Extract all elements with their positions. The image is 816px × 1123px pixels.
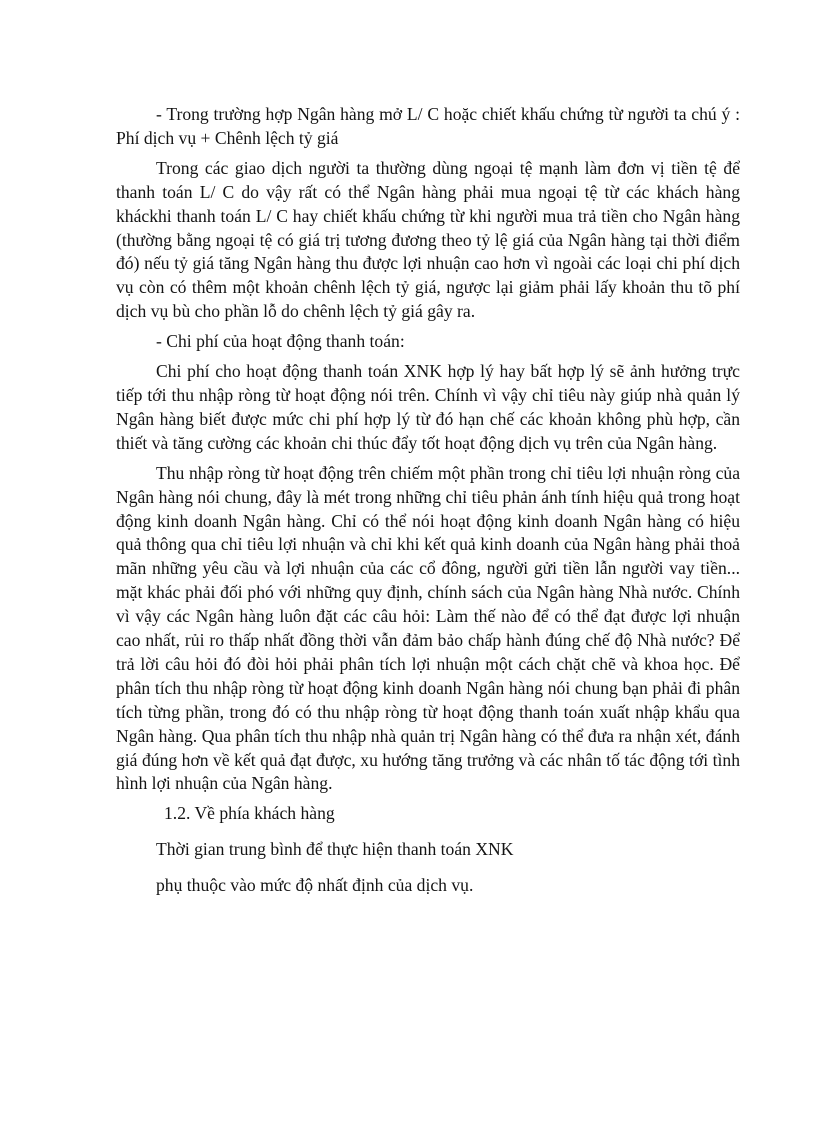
paragraph-payment-cost-heading: - Chi phí của hoạt động thanh toán: xyxy=(156,331,405,352)
body-text xyxy=(116,103,740,898)
paragraph-foreign-currency: Trong các giao dịch người ta thường dùng ngoại tệ mạnh làm đơn vị tiền tệ để thanh toán L/ C do vậy rất có thể Ngân hàng phải mua ngoại tệ từ các khách hàng kháckhi thanh toán L/ C hay chiết khấu chứng từ khi người mua trả tiền cho Ngân hàng (thường bằng ngoại tệ có giá trị tương đương theo tỷ lệ giá của Ngân hàng tại thời điểm đó) nếu tỷ giá tăng Ngân hàng thu được lợi nhuận cao hơn vì ngoài các loại chi phí dịch vụ còn có thêm một khoản chênh lệch tỷ giá, ngược lại giảm phải lấy khoản thu tõ phí dịch vụ bù cho phần lỗ do chênh lệch tỷ giá gây ra. xyxy=(116,157,740,322)
closing-line-1: Thời gian trung bình để thực hiện thanh toán XNK xyxy=(156,839,514,860)
section-heading: 1.2. Về phía khách hàng xyxy=(164,803,335,824)
closing-line-2: phụ thuộc vào mức độ nhất định của dịch vụ. xyxy=(156,875,474,896)
paragraph-net-income: Thu nhập ròng từ hoạt động trên chiếm một phần trong chỉ tiêu lợi nhuận ròng của Ngân hàng nói chung, đây là mét trong những chỉ tiêu phản ánh tính hiệu quả trong hoạt động kinh doanh Ngân hàng. Chỉ có thể nói hoạt động kinh doanh Ngân hàng có hiệu quả thông qua chỉ tiêu lợi nhuận và chỉ khi kết quả kinh doanh của Ngân hàng phải thoả mãn những yêu cầu và lợi nhuận của các cổ đông, người gửi tiền lẫn người vay tiền... mặt khác phải đối phó với những quy định, chính sách của Ngân hàng Nhà nước. Chính vì vậy các Ngân hàng luôn đặt các câu hỏi: Làm thế nào để có thể đạt được lợi nhuận cao nhất, rủi ro thấp nhất đồng thời vẫn đảm bảo chấp hành đúng chế độ Nhà nước? Để trả lời câu hỏi đó đòi hỏi phải phân tích lợi nhuận một cách chặt chẽ và khoa học. Để phân tích thu nhập ròng từ hoạt động kinh doanh Ngân hàng nói chung bạn phải đi phân tích từng phần, trong đó có thu nhập ròng từ hoạt động thanh toán xuất nhập khẩu qua Ngân hàng. Qua phân tích thu nhập nhà quản trị Ngân hàng có thể đưa ra nhận xét, đánh giá đúng hơn về kết quả đạt được, xu hướng tăng trưởng và các nhân tố tác động tới tình hình lợi nhuận của Ngân hàng. xyxy=(116,462,740,794)
paragraph-lc-discount-note: - Trong trường hợp Ngân hàng mở L/ C hoặc chiết khấu chứng từ người ta chú ý : Phí dịch vụ + Chênh lệch tỷ giá xyxy=(116,104,740,148)
paragraph-payment-cost: Chi phí cho hoạt động thanh toán XNK hợp lý hay bất hợp lý sẽ ảnh hưởng trực tiếp tới thu nhập ròng từ hoạt động nói trên. Chính vì vậy chỉ tiêu này giúp nhà quản lý Ngân hàng biết được mức chi phí hợp lý từ đó hạn chế các khoản không phù hợp, cần thiết và tăng cường các khoản chi thúc đẩy tốt hoạt động dịch vụ trên của Ngân hàng. xyxy=(116,361,740,453)
